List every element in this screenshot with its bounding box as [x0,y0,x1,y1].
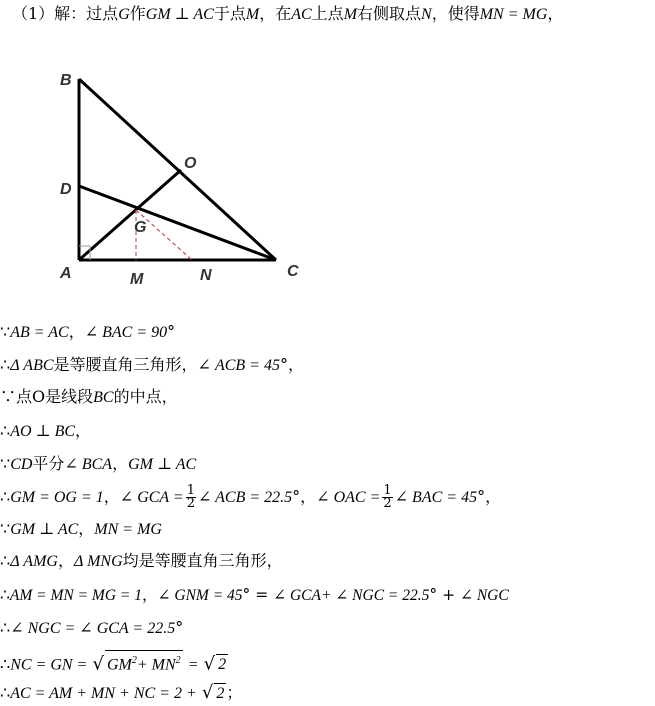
math-expr: GM = OG = 1 [10,489,104,506]
exponent: 2 [131,655,137,666]
therefore-symbol: ∴ [0,355,11,374]
degree: °， [477,487,502,506]
header-text: 作 [129,4,146,23]
header-text: 于点 [213,4,246,23]
sqrt-expression: 2 [216,685,225,702]
punct: ， [75,421,92,440]
math-expr: = [187,656,199,674]
degree: °， [279,355,304,374]
fraction [382,485,392,510]
fraction [186,485,196,510]
segment-ac: AC [291,6,312,23]
math-expr: BC [93,389,114,406]
math-expr: Δ MNG [73,553,123,570]
math-expr: Δ ABC [10,357,54,374]
math-expr: ∠ GCA+ ∠ NGC = 22.5 [273,587,430,604]
math-expr: GM ⊥ AC [128,456,197,473]
header-text: ， [547,4,564,23]
header-line [12,4,563,25]
label-a: A [60,265,72,282]
header-text: 右侧取点 [357,4,422,23]
exponent: 2 [175,655,181,666]
math-expr: AM = MN = MG = 1 [9,587,142,604]
therefore-symbol: ∴ [0,683,11,702]
therefore-symbol: ∴ [0,421,11,440]
text: 均是等腰直角三角形， [122,551,283,570]
proof-step-12 [0,683,242,704]
header-text: ，在 [259,4,292,23]
label-c: C [287,263,299,280]
label-m: M [130,271,144,288]
math-expr: AB = AC [10,324,69,341]
math-expr: AO ⊥ BC [10,423,76,440]
math-expr: ∠ NGC = ∠ GCA = 22.5 [10,620,176,637]
proof-step-1 [0,322,175,343]
math-expr: ∠ GCA = [119,489,184,506]
punct: ， [68,322,85,341]
numerator: 1 [383,483,392,498]
label-d: D [60,181,72,198]
sqrt-symbol: √ [203,653,216,675]
math-expr: Δ AMG [10,553,58,570]
math-expr: ∠ ACB = 22.5 [198,489,293,506]
degree: °， [292,487,317,506]
header-text: 上点 [311,4,344,23]
math-expr: GM ⊥ AC [10,521,79,538]
proof-step-8 [0,551,283,572]
proof-step-5 [0,454,196,475]
math-expr: GM [106,656,132,674]
geometry-figure [50,60,320,290]
therefore-symbol: ∴ [0,618,11,637]
label-o: O [184,155,197,172]
segment-ao [79,170,181,260]
proof-step-11 [0,650,228,675]
degree: ° [175,618,184,637]
degree: ° = [242,586,274,604]
header-text: ，使得 [431,4,480,23]
sqrt-symbol: √ [92,653,104,675]
math-expr: ∠ BCA [64,456,113,473]
proof-step-4 [0,421,91,442]
sqrt-expression [105,650,183,675]
math-expr: ∠ BAC = 45 [394,489,478,506]
punct: ， [78,519,95,538]
degree: ° + [429,586,460,604]
math-expr: ∠ BAC = 90 [84,324,168,341]
therefore-symbol: ∵ [0,322,11,341]
math-expr: ∠ ACB = 45 [197,357,280,374]
math-expr: MN = MG [94,521,162,538]
header-text: （1）解：过点 [12,4,119,23]
therefore-symbol: ∴ [0,654,11,674]
proof-step-7 [0,519,162,540]
text: 平分 [32,454,65,473]
math-expr: GM ⊥ AC [145,6,214,23]
text: 的中点， [113,387,178,406]
punct: ； [226,683,243,702]
math-expr: CD [10,456,33,473]
punct: ， [57,551,74,570]
math-expr: MN = MG [479,6,548,23]
punct: ， [103,487,120,506]
math-expr: AC = AM + MN + NC = 2 + [10,685,197,702]
degree: ° [167,322,176,341]
proof-step-6 [0,485,501,510]
point-m: M [245,6,260,23]
point-n: N [421,6,432,23]
sqrt-symbol: √ [201,682,214,703]
punct: ， [112,454,129,473]
text: 是等腰直角三角形， [53,355,198,374]
math-expr: NC = GN = [10,656,88,674]
label-n: N [200,267,212,284]
math-expr: ∠ OAC = [316,489,381,506]
denominator: 2 [186,496,195,511]
proof-step-2 [0,355,304,376]
math-expr: ∠ NGC [459,587,509,604]
therefore-symbol: ∴ [0,551,11,570]
sqrt-expression: 2 [218,656,227,674]
therefore-symbol: ∴ [0,487,11,506]
label-b: B [60,72,72,89]
segment-dc [79,186,276,260]
label-g: G [134,219,147,236]
because-symbol: ∵ [0,454,11,473]
math-expr: + MN [136,656,176,674]
math-expr: ∠ GNM = 45 [157,587,243,604]
text: ∵点O是线段 [0,387,94,406]
because-symbol: ∵ [0,519,11,538]
numerator: 1 [186,483,195,498]
proof-step-3 [0,387,178,408]
point-m: M [343,6,358,23]
denominator: 2 [383,496,392,511]
therefore-symbol: ∴ [0,586,10,604]
point-g: G [118,6,130,23]
punct: ， [142,586,158,604]
proof-step-10 [0,618,183,639]
proof-step-9 [0,585,509,606]
